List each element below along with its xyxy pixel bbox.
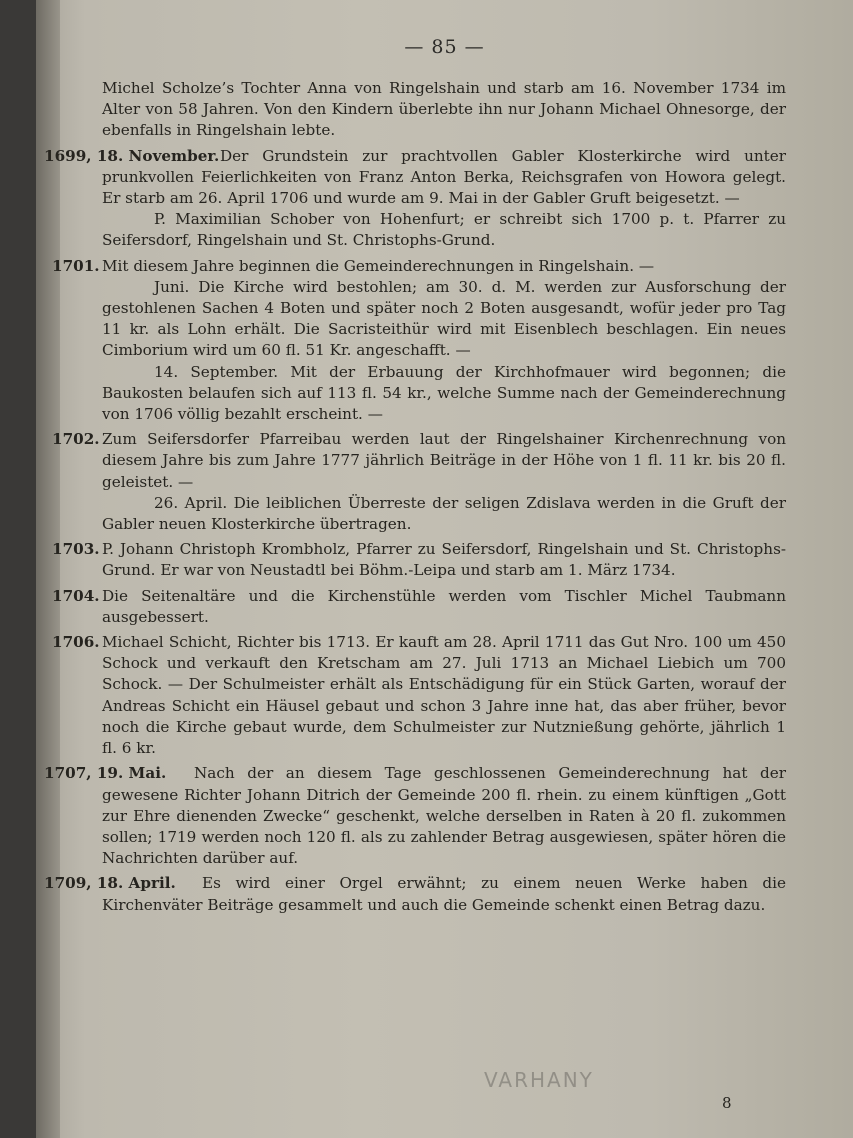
- entry-1699: [44, 146, 786, 252]
- book-gutter: [36, 0, 60, 1138]
- entry-text: Nach der an diesem Tage geschlossenen Gemeinderechnung hat der gewesene Richter Johann Ditrich der Gemeinde 200 fl. rhein. zu einem künftigen „Gott zur Ehre dienenden Zwecke“ geschenkt, welche derselben in Raten à 20 fl. zukommen sollen; 1719 werden noch 120 fl. als zu zahlender Betrag ausgewiesen, später hören die Nachrichten darüber auf.: [102, 764, 786, 868]
- entry-year: 1701.: [52, 256, 100, 275]
- book-page: [36, 0, 853, 1138]
- entry-subtext: P. Maximilian Schober von Hohenfurt; er schreibt sich 1700 p. t. Pfarrer zu Seifersdorf, Ringelshain und St. Christophs-Grund.: [102, 210, 786, 250]
- signature-mark: 8: [722, 1094, 732, 1112]
- entry-text: P. Johann Christoph Krombholz, Pfarrer zu Seifersdorf, Ringelshain und St. Christophs-Grund. Er war von Neustadtl bei Böhm.-Leipa und starb am 1. März 1734.: [102, 540, 786, 580]
- entry-year: 1699, 18. November.: [44, 146, 220, 165]
- entry-1702: [52, 429, 786, 535]
- entry-1709: [44, 873, 786, 915]
- entry-text: Michael Schicht, Richter bis 1713. Er kauft am 28. April 1711 das Gut Nro. 100 um 450 Schock und verkauft den Kretscham am 27. Juli 1713 an Michael Liebich um 700 Schock. — Der Schulmeister erhält als Entschädigung für ein Stück Garten, worauf der Andreas Schicht ein Häusel gebaut und schon 3 Jahre inne hat, das aber früher, bevor noch die Kirche gebaut wurde, dem Schulmeister zur Nutznießung gehörte, jährlich 1 fl. 6 kr.: [102, 633, 786, 758]
- entry-subtext: 14. September. Mit der Erbauung der Kirchhofmauer wird begonnen; die Baukosten belaufen sich auf 113 fl. 54 kr., welche Summe nach der Gemeinderechnung von 1706 völlig bezahlt erscheint. —: [102, 362, 786, 424]
- entry-year: 1709, 18. April.: [44, 874, 176, 893]
- entry-year: 1702.: [52, 430, 100, 449]
- page-number: — 85 —: [404, 36, 485, 58]
- pencil-note-bottom: VARHANY: [484, 1068, 594, 1092]
- entry-1706: [52, 632, 786, 759]
- entry-1701: [52, 256, 786, 426]
- entry-text: Michel Scholze’s Tochter Anna von Ringelshain und starb am 16. November 1734 im Alter von 58 Jahren. Von den Kindern überlebte ihn nur Johann Michael Ohnesorge, der ebenfalls in Ringelshain lebte.: [102, 79, 786, 140]
- entry-text: Mit diesem Jahre beginnen die Gemeinderechnungen in Ringelshain. —: [102, 256, 655, 275]
- entry-1707: [44, 763, 786, 869]
- entry-subtext: Juni. Die Kirche wird bestohlen; am 30. d. M. werden zur Ausforschung der gestohlenen Sachen 4 Boten und später noch 2 Boten ausgesandt, wofür jeder pro Tag 11 kr. als Lohn erhält. Die Sacristeithür wird mit Eisenblech beschlagen. Ein neues Cimborium wird um 60 fl. 51 Kr. angeschafft. —: [102, 277, 786, 360]
- entry-subtext: 26. April. Die leiblichen Überreste der seligen Zdislava werden in die Gruft der Gabler neuen Klosterkirche übertragen.: [102, 493, 786, 534]
- entry-1704: [52, 586, 786, 628]
- entry-year: 1707, 19. Mai.: [44, 764, 167, 783]
- entry-year: 1704.: [52, 586, 100, 605]
- entry-text: Der Grundstein zur prachtvollen Gabler Klosterkirche wird unter prunkvollen Feierlichkeiten von Franz Anton Berka, Reichsgrafen von Howora gelegt. Er starb am 26. April 1706 und wurde am 9. Mai in der Gabler Gruft beigesetzt. —: [102, 146, 786, 208]
- entry-text: Die Seitenaltäre und die Kirchenstühle werden vom Tischler Michel Taubmann ausgebessert.: [102, 586, 786, 626]
- chronicle-text: [44, 78, 786, 916]
- entry-1703: [52, 539, 786, 581]
- entry-text: Zum Seifersdorfer Pfarreibau werden laut der Ringelshainer Kirchenrechnung von diesem Jahre bis zum Jahre 1777 jährlich Beiträge in der Höhe von 1 fl. 11 kr. bis 20 fl. geleistet. —: [102, 430, 786, 491]
- entry-text: Es wird einer Orgel erwähnt; zu einem neuen Werke haben die Kirchenväter Beiträge gesammelt und auch die Gemeinde schenkt einen Betrag dazu.: [102, 874, 786, 914]
- entry-year: 1706.: [52, 633, 100, 652]
- entry-continuation: [102, 78, 786, 142]
- entry-year: 1703.: [52, 540, 100, 559]
